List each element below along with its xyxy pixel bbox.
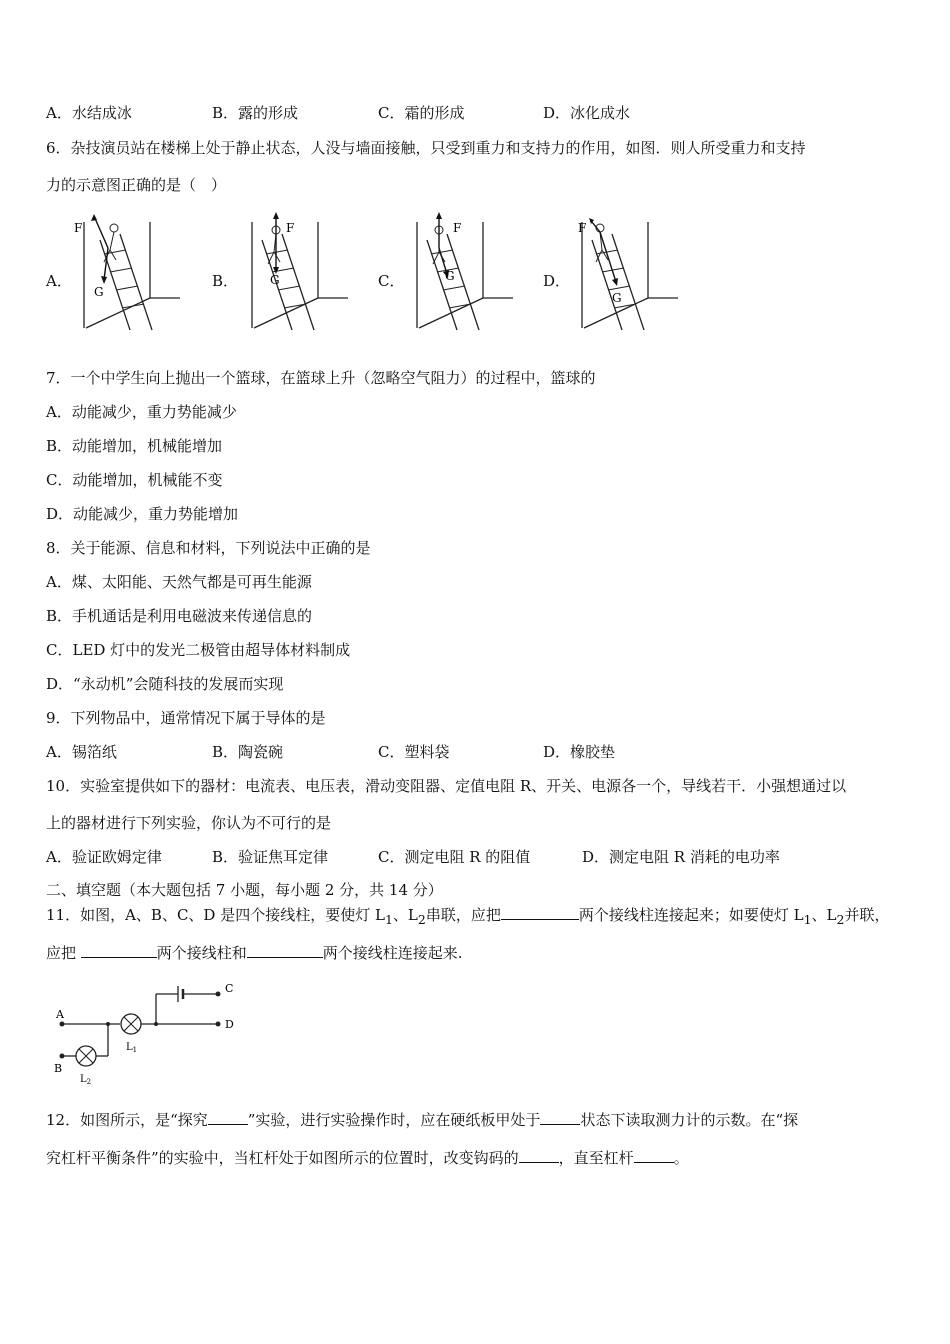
section-heading: 二、填空题（本大题包括 7 小题，每小题 2 分，共 14 分） xyxy=(46,881,443,899)
terminal-a-label: A xyxy=(56,1008,64,1021)
q7-option-b: B．动能增加，机械能增加 xyxy=(46,437,223,455)
force-f-label: F xyxy=(453,221,462,235)
q6-figure-c xyxy=(405,210,520,335)
q6-fig-label-b: B． xyxy=(212,272,239,290)
q10-option-b: B．验证焦耳定律 xyxy=(212,848,329,866)
q8-stem: 8．关于能源、信息和材料，下列说法中正确的是 xyxy=(46,539,371,557)
force-g-label: G xyxy=(94,285,104,299)
force-g-label: G xyxy=(612,291,622,305)
q10-option-a: A．验证欧姆定律 xyxy=(46,848,162,866)
q6-stem-line1: 6．杂技演员站在楼梯上处于静止状态，人没与墙面接触，只受到重力和支持力的作用，如图．则人所受重力和支持 xyxy=(46,139,806,157)
q7-option-c: C．动能增加，机械能不变 xyxy=(46,471,223,489)
terminal-c-label: C xyxy=(225,982,234,995)
q6-fig-label-a: A． xyxy=(46,272,72,290)
lamp-l1-label: $L_1$ xyxy=(126,1042,138,1054)
force-f-label: F xyxy=(578,221,587,235)
answer-blank[interactable] xyxy=(247,943,323,958)
q7-stem: 7．一个中学生向上抛出一个篮球，在篮球上升（忽略空气阻力）的过程中，篮球的 xyxy=(46,369,596,387)
q10-option-d: D．测定电阻 R 消耗的电功率 xyxy=(582,848,780,866)
q5-option-b: B．露的形成 xyxy=(212,104,299,122)
force-f-label: F xyxy=(74,221,83,235)
q10-stem-line1: 10．实验室提供如下的器材：电流表、电压表，滑动变阻器、定值电阻 R、开关、电源各一个，导线若干．小强想通过以 xyxy=(46,777,847,795)
answer-blank[interactable] xyxy=(501,905,579,920)
q6-figure-a xyxy=(72,210,187,335)
q7-option-d: D．动能减少，重力势能增加 xyxy=(46,505,239,523)
q9-stem: 9．下列物品中，通常情况下属于导体的是 xyxy=(46,709,326,727)
q6-stem-line2: 力的示意图正确的是（ ） xyxy=(46,176,227,194)
q5-option-c: C．霜的形成 xyxy=(378,104,465,122)
terminal-d-label: D xyxy=(225,1018,234,1031)
lamp-l2-label: $L_2$ xyxy=(80,1074,92,1086)
answer-blank[interactable] xyxy=(634,1148,674,1163)
q9-option-c: C．塑料袋 xyxy=(378,743,450,761)
q8-option-b: B．手机通话是利用电磁波来传递信息的 xyxy=(46,607,313,625)
q10-stem-line2: 上的器材进行下列实验，你认为不可行的是 xyxy=(46,814,332,832)
q8-option-a: A．煤、太阳能、天然气都是可再生能源 xyxy=(46,573,312,591)
q6-figure-b xyxy=(240,210,355,335)
q6-figure-d xyxy=(570,210,685,335)
q9-option-d: D．橡胶垫 xyxy=(543,743,616,761)
q8-option-d: D．“永动机”会随科技的发展而实现 xyxy=(46,675,284,693)
q9-option-b: B．陶瓷碗 xyxy=(212,743,284,761)
q6-fig-label-d: D． xyxy=(543,272,571,290)
terminal-b-label: B xyxy=(54,1062,63,1075)
answer-blank[interactable] xyxy=(208,1110,248,1125)
q9-option-a: A．锡箔纸 xyxy=(46,743,117,761)
q11-circuit-diagram xyxy=(50,978,250,1088)
q12-stem-line2: 究杠杆平衡条件”的实验中，当杠杆处于如图所示的位置时，改变钩码的 ，直至杠杆 。 xyxy=(46,1149,689,1167)
q6-fig-label-c: C． xyxy=(378,272,405,290)
force-f-label: F xyxy=(286,221,295,235)
q5-option-a: A．水结成冰 xyxy=(46,104,132,122)
answer-blank[interactable] xyxy=(540,1110,580,1125)
force-g-label: G xyxy=(270,273,280,287)
q8-option-c: C．LED 灯中的发光二极管由超导体材料制成 xyxy=(46,641,351,659)
q5-option-d: D．冰化成水 xyxy=(543,104,631,122)
q10-option-c: C．测定电阻 R 的阻值 xyxy=(378,848,531,866)
q7-option-a: A．动能减少，重力势能减少 xyxy=(46,403,237,421)
q11-stem-line1: 11．如图，A、B、C、D 是四个接线柱，要使灯 $L_1$、$L_2$串联，应把 两个接线柱连接起来；如要使灯 $L_1$、$L_2$并联， xyxy=(46,906,890,927)
q11-stem-line2: 应把 两个接线柱和 两个接线柱连接起来. xyxy=(46,944,463,962)
answer-blank[interactable] xyxy=(81,943,157,958)
force-g-label: G xyxy=(445,269,455,283)
answer-blank[interactable] xyxy=(519,1148,559,1163)
q12-stem-line1: 12．如图所示，是“探究 ”实验，进行实验操作时，应在硬纸板甲处于 状态下读取测力计的示数。在“探 xyxy=(46,1111,799,1129)
